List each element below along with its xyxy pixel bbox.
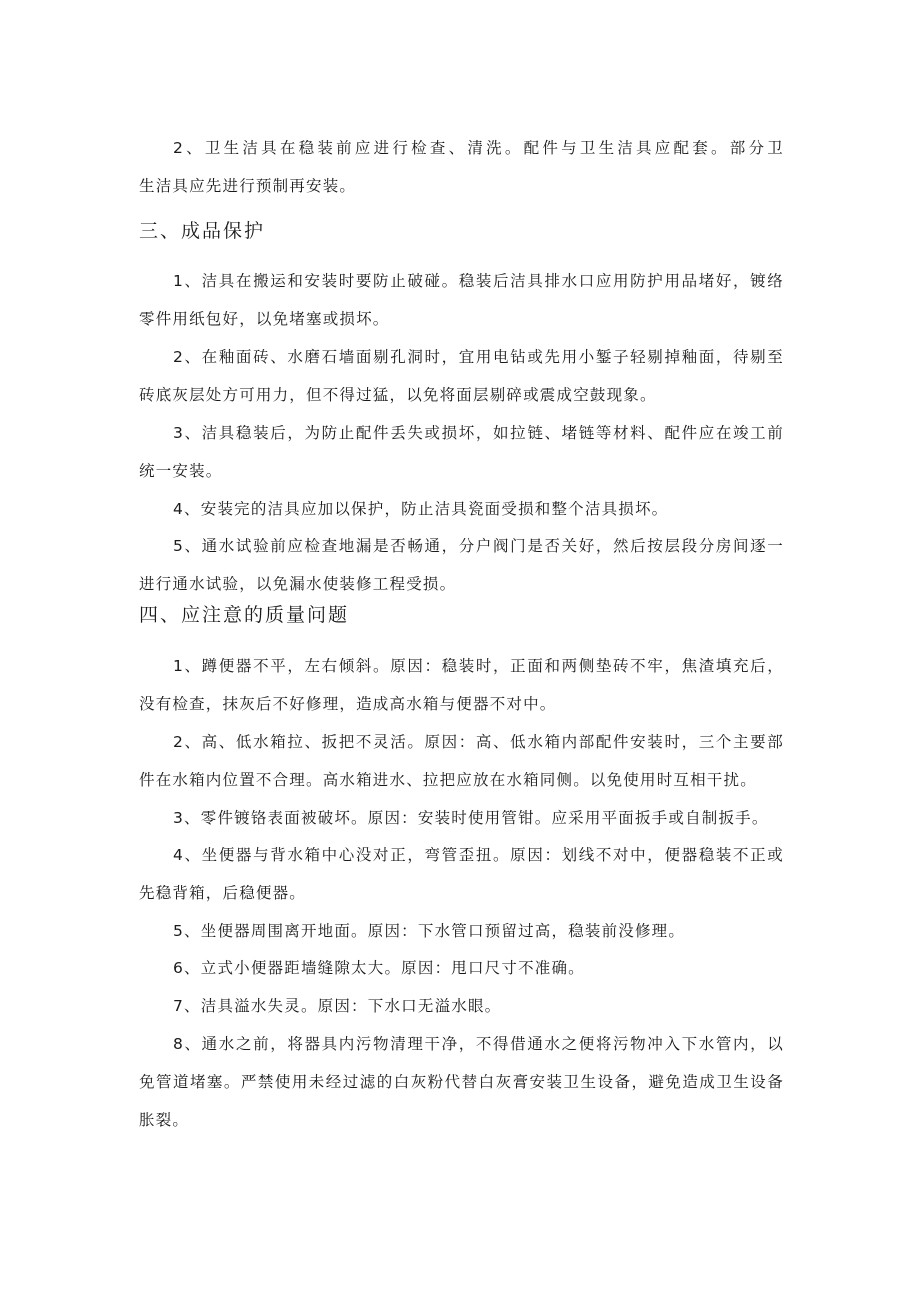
paragraph-protection-2 bbox=[139, 338, 784, 414]
text-line: 先稳背箱，后稳便器。 bbox=[139, 884, 307, 902]
paragraph-quality-2 bbox=[139, 723, 784, 799]
text-line: 6、立式小便器距墙缝隙太大。原因：甩口尺寸不准确。 bbox=[173, 959, 585, 977]
text-line: 8、通水之前，将器具内污物清理干净，不得借通水之便将污物冲入下水管内，以 bbox=[173, 1035, 784, 1053]
paragraph-protection-5 bbox=[139, 527, 784, 603]
text-line: 生洁具应先进行预制再安装。 bbox=[139, 177, 357, 195]
text-line: 3、零件镀铬表面被破坏。原因：安装时使用管钳。应采用平面扳手或自制扳手。 bbox=[173, 809, 769, 827]
section-heading-quality-issues: 四、应注意的质量问题 bbox=[139, 604, 350, 626]
paragraph-protection-4 bbox=[139, 490, 784, 528]
text-line: 2、卫生洁具在稳装前应进行检查、清洗。配件与卫生洁具应配套。部分卫 bbox=[173, 139, 784, 157]
text-line: 1、洁具在搬运和安装时要防止破碰。稳装后洁具排水口应用防护用品堵好，镀络 bbox=[173, 272, 784, 290]
text-line: 5、坐便器周围离开地面。原因：下水管口预留过高，稳装前没修理。 bbox=[173, 922, 686, 940]
paragraph-quality-1 bbox=[139, 647, 784, 723]
text-line: 统一安装。 bbox=[139, 462, 223, 480]
text-line: 2、在釉面砖、水磨石墙面剔孔洞时，宜用电钻或先用小錾子轻剔掉釉面，待剔至 bbox=[173, 348, 784, 366]
paragraph-quality-6 bbox=[139, 949, 784, 987]
text-line: 砖底灰层处方可用力，但不得过猛，以免将面层剔碎或震成空鼓现象。 bbox=[139, 386, 657, 404]
paragraph-protection-3 bbox=[139, 414, 784, 490]
text-line: 5、通水试验前应检查地漏是否畅通，分户阀门是否关好，然后按层段分房间逐一 bbox=[173, 537, 784, 555]
paragraph-quality-8 bbox=[139, 1025, 784, 1139]
paragraph-quality-4 bbox=[139, 836, 784, 912]
text-line: 胀裂。 bbox=[139, 1111, 190, 1129]
paragraph-quality-3 bbox=[139, 799, 784, 837]
paragraph-sanitary-inspection bbox=[139, 129, 784, 205]
text-line: 件在水箱内位置不合理。高水箱进水、拉把应放在水箱同侧。以免使用时互相干扰。 bbox=[139, 771, 757, 789]
text-line: 免管道堵塞。严禁使用未经过滤的白灰粉代替白灰膏安装卫生设备，避免造成卫生设备 bbox=[139, 1073, 784, 1091]
text-line: 3、洁具稳装后，为防止配件丢失或损坏，如拉链、堵链等材料、配件应在竣工前 bbox=[173, 424, 784, 442]
text-line: 4、安装完的洁具应加以保护，防止洁具瓷面受损和整个洁具损坏。 bbox=[173, 500, 669, 518]
section-heading-finished-product-protection: 三、成品保护 bbox=[139, 220, 266, 242]
text-line: 4、坐便器与背水箱中心没对正，弯管歪扭。原因：划线不对中，便器稳装不正或 bbox=[173, 846, 784, 864]
text-line: 进行通水试验，以免漏水使装修工程受损。 bbox=[139, 575, 457, 593]
text-line: 7、洁具溢水失灵。原因：下水口无溢水眼。 bbox=[173, 997, 502, 1015]
text-line: 1、蹲便器不平，左右倾斜。原因：稳装时，正面和两侧垫砖不牢，焦渣填充后， bbox=[173, 657, 784, 675]
paragraph-protection-1 bbox=[139, 262, 784, 338]
paragraph-quality-7 bbox=[139, 987, 784, 1025]
text-line: 没有检查，抹灰后不好修理，造成高水箱与便器不对中。 bbox=[139, 695, 557, 713]
text-line: 2、高、低水箱拉、扳把不灵活。原因：高、低水箱内部配件安装时，三个主要部 bbox=[173, 733, 784, 751]
paragraph-quality-5 bbox=[139, 912, 784, 950]
text-line: 零件用纸包好，以免堵塞或损坏。 bbox=[139, 310, 390, 328]
